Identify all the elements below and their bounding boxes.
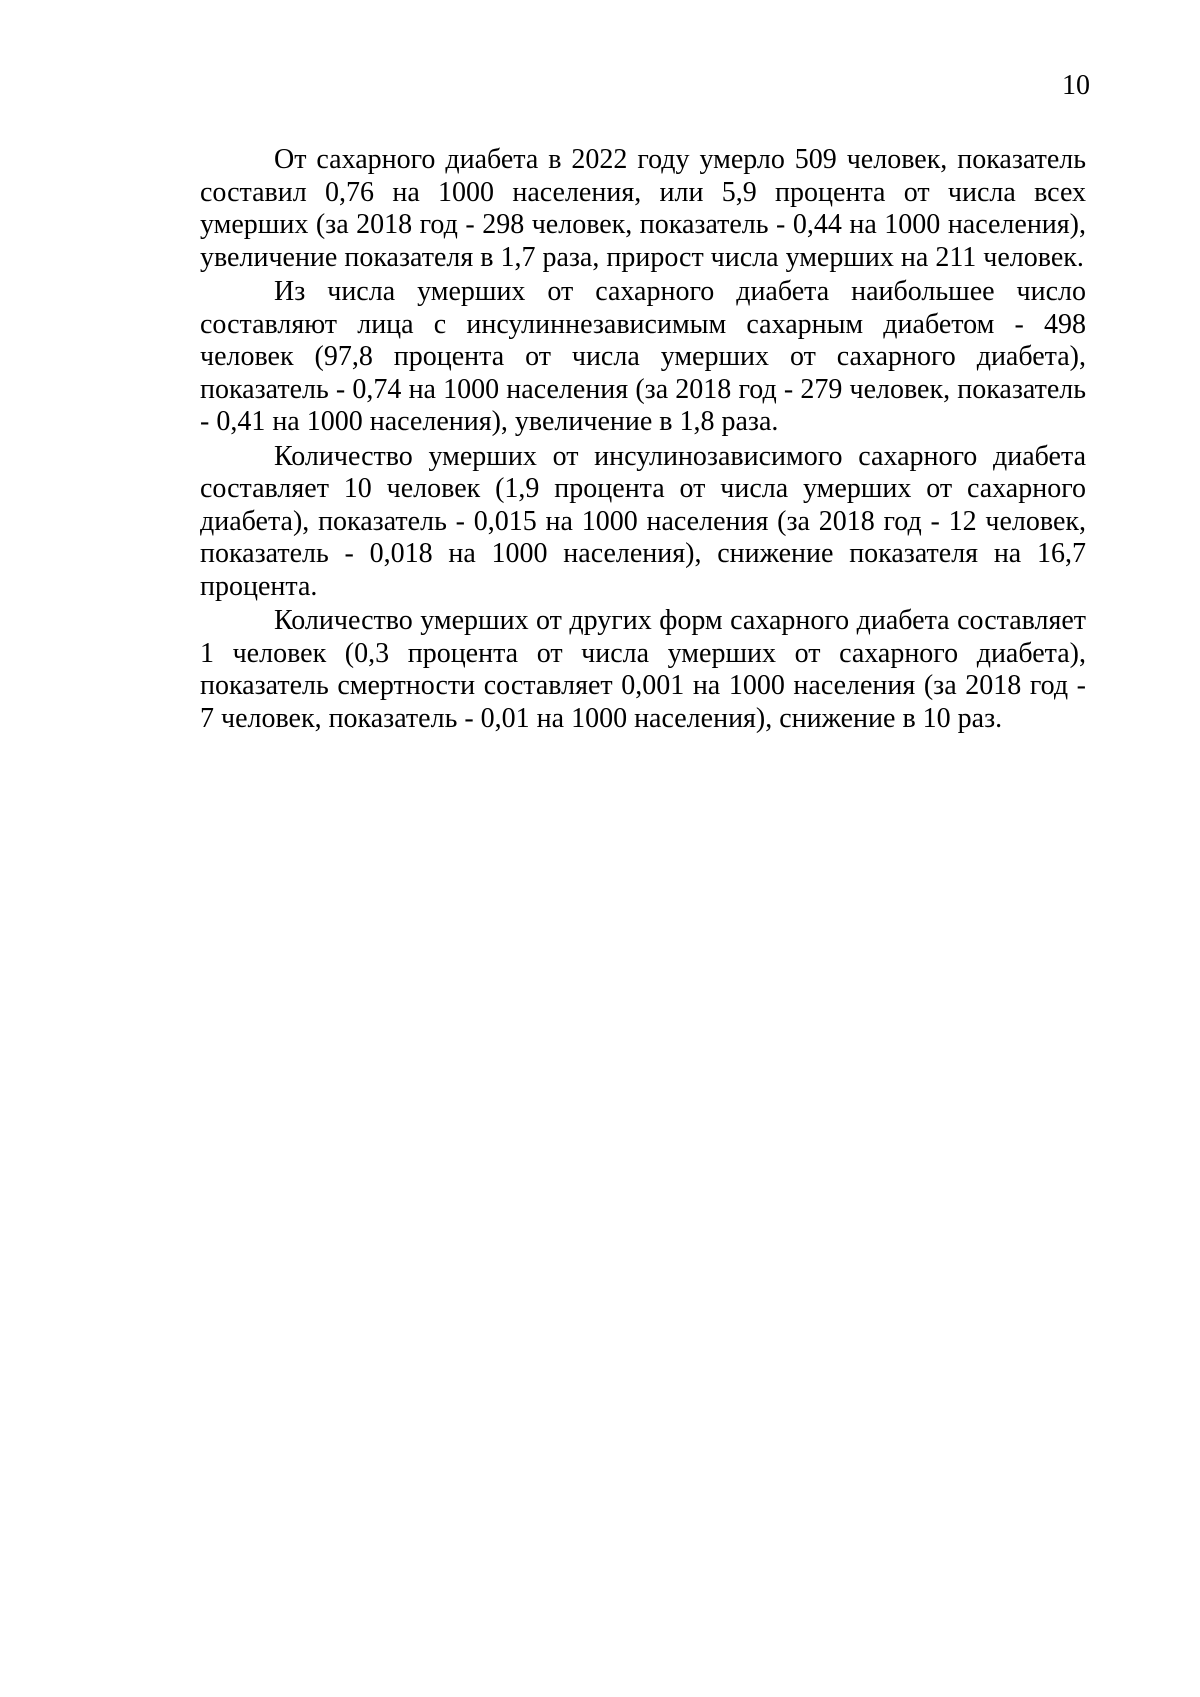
document-body (200, 144, 1086, 737)
paragraph-other-forms: Количество умерших от других форм сахарного диабета составляет 1 человек (0,3 процента от числа умерших от сахарного диабета), показатель смертности составляет 0,001 на 1000 населения (за 2018 год - 7 человек, показатель - 0,01 на 1000 населения), снижение в 10 раз. (200, 605, 1086, 734)
paragraph-type2-diabetes: Из числа умерших от сахарного диабета наибольшее число составляют лица с инсулиннезависимым сахарным диабетом - 498 человек (97,8 процента от числа умерших от сахарного диабета), показатель - 0,74 на 1000 населения (за 2018 год - 279 человек, показатель - 0,41 на 1000 населения), увеличение в 1,8 раза. (200, 276, 1086, 437)
page-number: 10 (1062, 70, 1090, 101)
paragraph-type1-diabetes: Количество умерших от инсулинозависимого сахарного диабета составляет 10 человек (1,9 процента от числа умерших от сахарного диабета), показатель - 0,015 на 1000 населения (за 2018 год - 12 человек, показатель - 0,018 на 1000 населения), снижение показателя на 16,7 процента. (200, 440, 1086, 602)
paragraph-mortality-total: От сахарного диабета в 2022 году умерло 509 человек, показатель составил 0,76 на 1000 населения, или 5,9 процента от числа всех умерших (за 2018 год - 298 человек, показатель - 0,44 на 1000 населения), увеличение показателя в 1,7 раза, прирост числа умерших на 211 человек. (200, 144, 1086, 273)
